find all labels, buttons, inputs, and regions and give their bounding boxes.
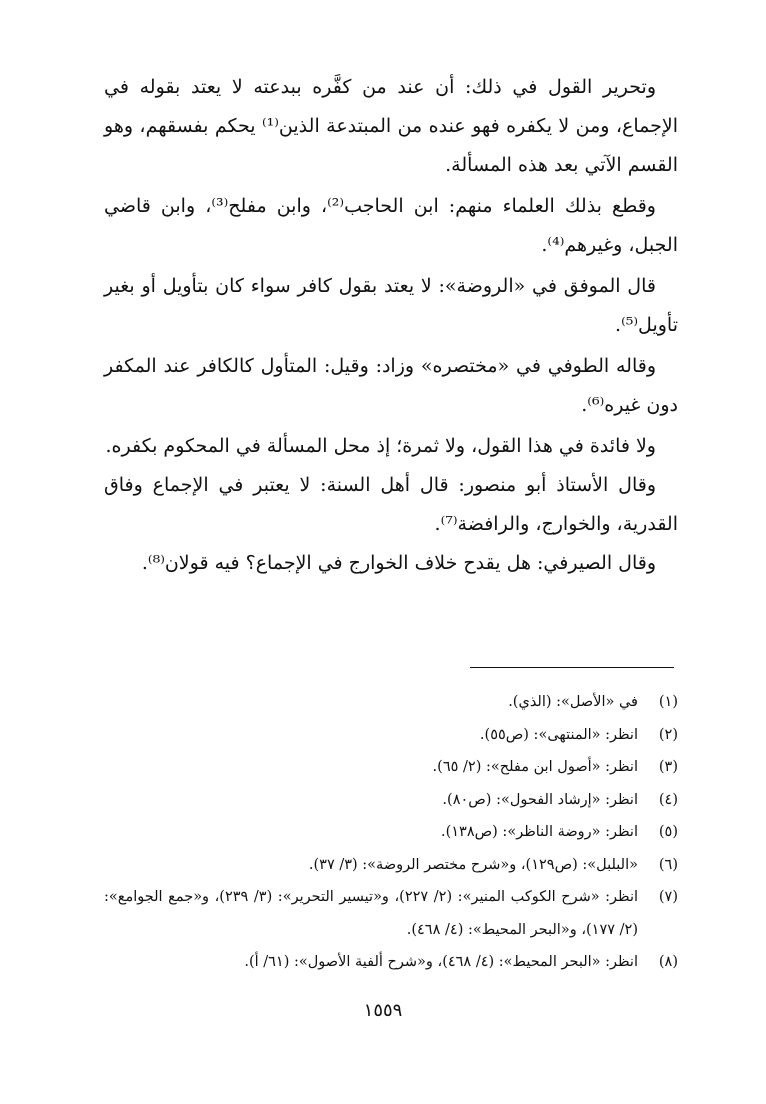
footnote-number: (٧) [658,889,678,905]
footnote-number: (٤) [658,791,678,808]
footnote-text: انظر: «شرح الكوكب المنير»: (٢/ ٢٢٧)، و«تيسير التحرير»: (٣/ ٢٣٩)، و«جمع الجوامع»: (٢/ ١٧٧)، و«البحر المحيط»: (٤/ ٤٦٨). [104,889,639,938]
footnote-number: (٥) [658,824,678,840]
footnote-5 [104,816,678,849]
footnote-text: انظر: «المنتهى»: (ص٥٥). [479,726,638,743]
footnote-number: (٢) [658,726,678,743]
footnote-number: (١) [658,694,678,710]
footnote-number: (٦) [658,856,678,873]
footnote-number: (٨) [658,954,678,970]
paragraph-5: ولا فائدة في هذا القول، ولا ثمرة؛ إذ محل المسألة في المحكوم بكفره. [105,435,656,457]
paragraph-6: وقال الأستاذ أبو منصور: قال أهل السنة: لا يعتبر في الإجماع وفاق القدرية، والخوارج، والرافضة⁽⁷⁾. [104,474,678,535]
footnote-separator [470,667,674,668]
footnote-8 [104,946,678,979]
footnote-1 [104,686,678,719]
paragraph-4: وقاله الطوفي في «مختصره» وزاد: وقيل: المتأول كالكافر عند المكفر دون غيره⁽⁶⁾. [104,355,678,416]
paragraph-2: وقطع بذلك العلماء منهم: ابن الحاجب⁽²⁾، وابن مفلح⁽³⁾، وابن قاضي الجبل، وغيرهم⁽⁴⁾. [104,195,678,256]
footnote-text: انظر: «أصول ابن مفلح»: (٢/ ٦٥). [432,759,638,775]
footnote-text: انظر: «روضة الناظر»: (ص١٣٨). [440,824,638,840]
footnotes-list [104,686,678,979]
footnote-4 [104,784,678,817]
paragraph-7: وقال الصيرفي: هل يقدح خلاف الخوارج في الإجماع؟ فيه قولان⁽⁸⁾. [141,552,656,574]
footnote-text: انظر: «إرشاد الفحول»: (ص٨٠). [442,791,638,808]
footnote-text: «البلبل»: (ص١٢٩)، و«شرح مختصر الروضة»: (٣/ ٣٧). [308,856,638,873]
paragraph-1: وتحرير القول في ذلك: أن عند من كفَّره ببدعته لا يعتد بقوله في الإجماع، ومن لا يكفره فهو عنده من المبتدعة الذين⁽¹⁾ يحكم بفسقهم، وهو القسم الآتي بعد هذه المسألة. [104,76,679,176]
main-text [104,68,678,585]
footnote-7 [104,881,678,946]
page-number: ١٥٥٩ [363,1000,403,1021]
footnote-3 [104,751,678,784]
paragraph-3: قال الموفق في «الروضة»: لا يعتد بقول كافر سواء كان بتأويل أو بغير تأويل⁽⁵⁾. [104,275,678,336]
footnote-text: في «الأصل»: (الذي). [508,694,638,710]
footnote-2 [104,719,678,752]
footnote-text: انظر: «البحر المحيط»: (٤/ ٤٦٨)، و«شرح ألفية الأصول»: (٦١/ أ). [244,954,638,970]
footnote-number: (٣) [658,759,678,775]
footnote-6 [104,849,678,882]
